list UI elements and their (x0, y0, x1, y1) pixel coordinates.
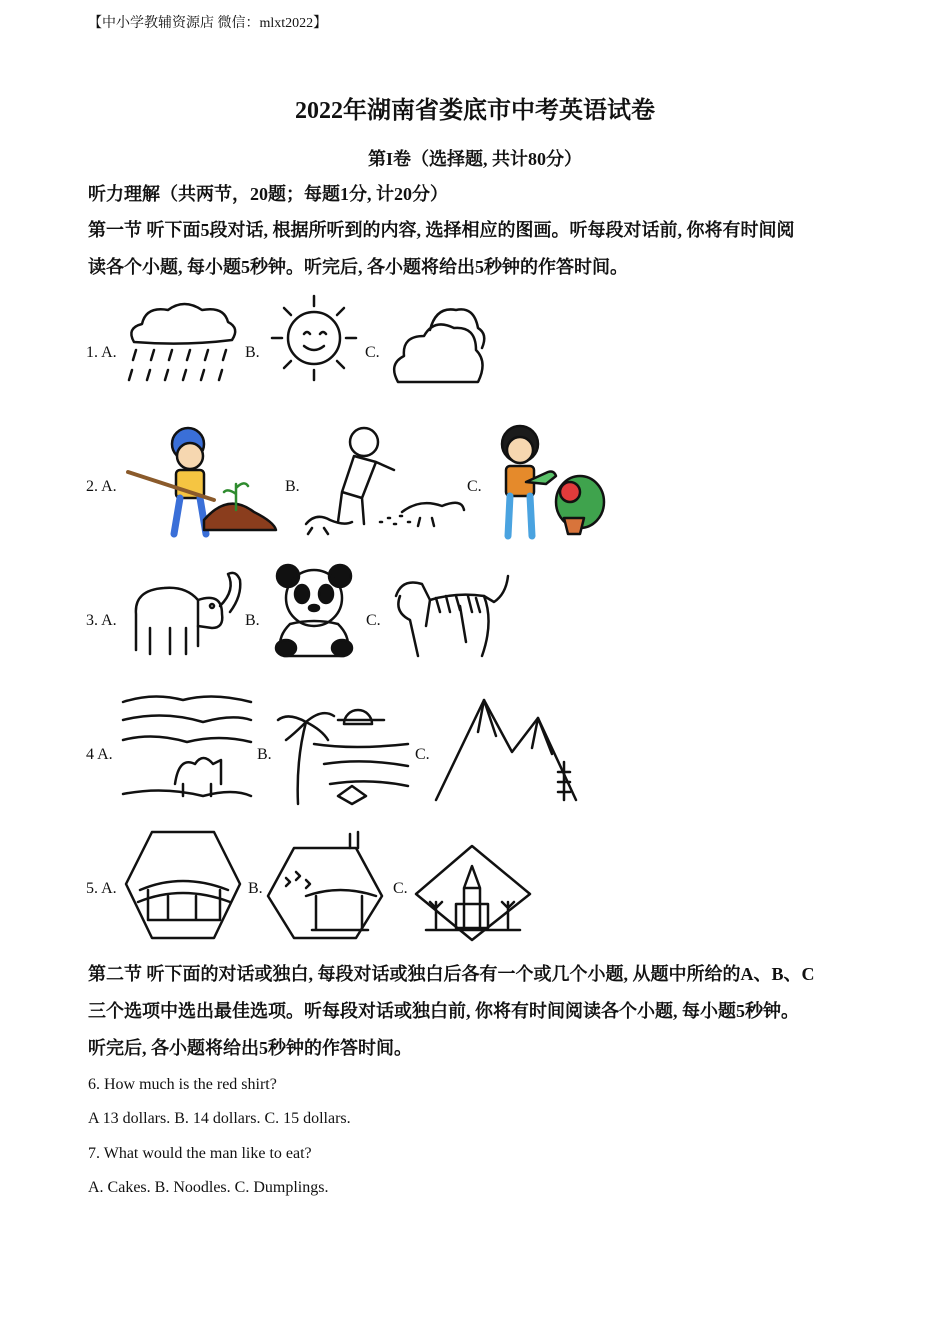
pavilion-icon (266, 826, 384, 942)
beach-palm-icon (274, 700, 408, 804)
elephant-icon (124, 566, 242, 658)
section2-line1: 第二节 听下面的对话或独白, 每段对话或独白后各有一个或几个小题, 从题中所给的A、B、C (88, 964, 815, 984)
q1-c-label: C. (365, 344, 380, 361)
sun-icon (270, 292, 358, 384)
q5-c-label: C. (393, 880, 408, 897)
question-7-options: A. Cakes. B. Noodles. C. Dumplings. (88, 1179, 329, 1196)
chinese-building-icon (124, 826, 242, 942)
page-header: 【中小学教辅资源店 微信：mlxt2022】 (88, 16, 328, 31)
desert-camel-icon (123, 690, 253, 802)
q4-b-label: B. (257, 746, 272, 763)
section1-instructions (88, 212, 878, 286)
part-subtitle: 第I卷（选择题, 共计80分） (367, 149, 582, 169)
q2-c-label: C. (467, 478, 482, 495)
question-6: 6. How much is the red shirt? (88, 1076, 277, 1093)
man-feeding-chickens-icon (302, 422, 467, 540)
tiger-icon (386, 566, 514, 660)
q3-b-label: B. (245, 612, 260, 629)
section1-line1: 第一节 听下面5段对话, 根据所听到的内容, 选择相应的图画。听每段对话前, 你将有时间阅 (88, 220, 795, 240)
rain-cloud-icon (124, 300, 239, 388)
q4-label: 4 A. (86, 746, 113, 763)
section-heading: 听力理解（共两节，20题；每题1分, 计20分） (88, 184, 448, 204)
mountains-icon (434, 692, 579, 802)
q5-label: 5. A. (86, 880, 117, 897)
section2-line3: 听完后, 各小题将给出5秒钟的作答时间。 (88, 1038, 412, 1058)
q2-label: 2. A. (86, 478, 117, 495)
q2-b-label: B. (285, 478, 300, 495)
question-6-options: A 13 dollars. B. 14 dollars. C. 15 dollars. (88, 1110, 351, 1127)
church-icon (414, 844, 532, 942)
boy-watering-flowers-icon (486, 422, 606, 540)
q1-label: 1. A. (86, 344, 117, 361)
q3-c-label: C. (366, 612, 381, 629)
q1-b-label: B. (245, 344, 260, 361)
q5-b-label: B. (248, 880, 263, 897)
section2-line2: 三个选项中选出最佳选项。听每段对话或独白前, 你将有时间阅读各个小题, 每小题5秒钟。 (88, 1001, 799, 1021)
cloud-icon (390, 300, 488, 388)
panda-icon (270, 562, 358, 660)
boy-digging-icon (124, 422, 279, 540)
section2-instructions (88, 956, 878, 1067)
q3-label: 3. A. (86, 612, 117, 629)
section1-line2: 读各个小题, 每小题5秒钟。听完后, 各小题将给出5秒钟的作答时间。 (88, 257, 628, 277)
question-7: 7. What would the man like to eat? (88, 1145, 312, 1162)
exam-title: 2022年湖南省娄底市中考英语试卷 (295, 98, 655, 124)
q4-c-label: C. (415, 746, 430, 763)
